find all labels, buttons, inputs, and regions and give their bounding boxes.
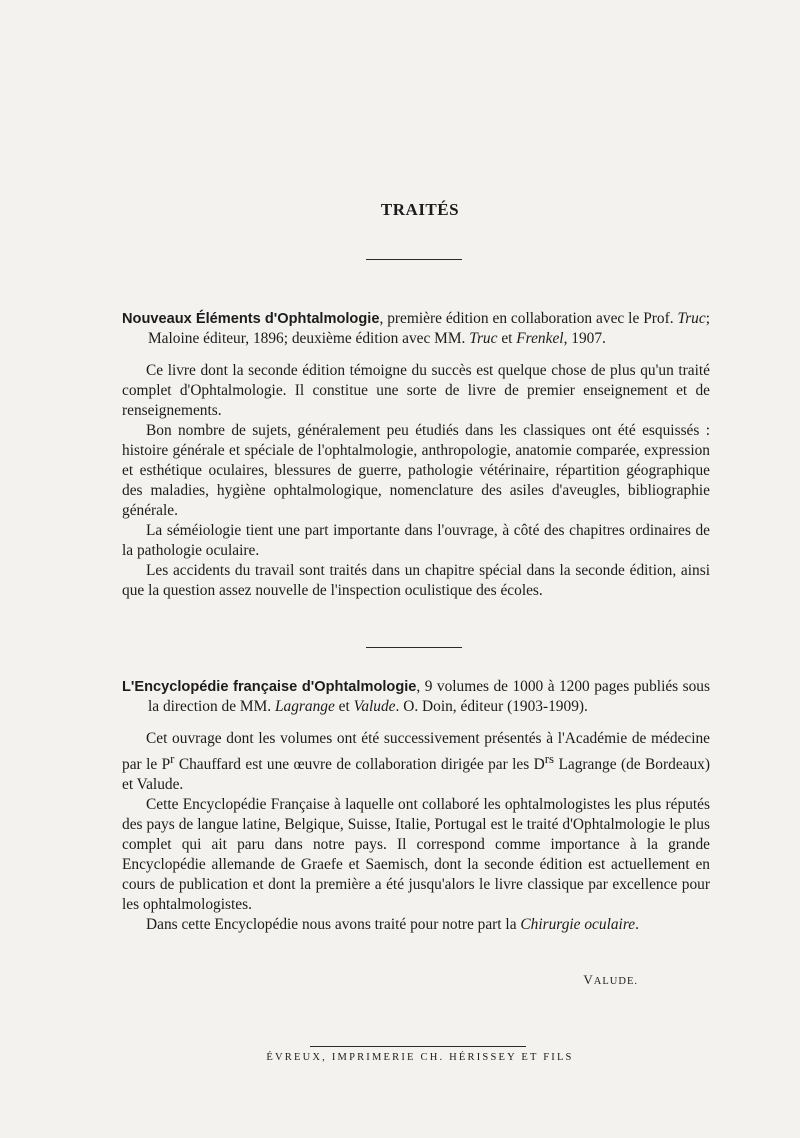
section-heading: Nouveaux Éléments d'Ophtalmologie, première édition en collaboration avec le Prof. Truc; Maloine éditeur, 1896; deuxième édition avec MM. Truc et Frenkel, 1907.	[122, 310, 710, 347]
section-encyclopedie	[122, 677, 710, 935]
book-title: Nouveaux Éléments d'Ophtalmologie	[122, 311, 380, 327]
paragraph: Cette Encyclopédie Française à laquelle ont collaboré les ophtalmologistes les plus réputés des pays de langue latine, Belgique, Suisse, Italie, Portugal est le traité d'Ophtalmologie le plus complet qui ait paru dans notre pays. Il correspond comme importance à la grande Encyclopédie allemande de Graefe et Saemisch, dont la seconde édition est actuellement en cours de publication et dont la première a été jusqu'alors le livre classique par excellence pour les ophtalmologistes.	[122, 796, 710, 914]
paragraph: Dans cette Encyclopédie nous avons traité pour notre part la Chirurgie oculaire.	[146, 916, 639, 934]
page-title: TRAITÉS	[380, 200, 460, 219]
section-nouveaux-elements	[122, 309, 710, 601]
paragraph: La séméiologie tient une part importante dans l'ouvrage, à côté des chapitres ordinaires de la pathologie oculaire.	[122, 522, 710, 559]
paragraph: Ce livre dont la seconde édition témoigne du succès est quelque chose de plus qu'un traité complet d'Ophtalmologie. Il constitue une sorte de livre de premier enseignement et de renseignements.	[122, 362, 710, 419]
divider-bottom	[310, 1046, 526, 1047]
paragraph: Bon nombre de sujets, généralement peu étudiés dans les classiques ont été esquissés : histoire générale et spéciale de l'ophtalmologie, anthropologie, anatomie comparée, expression et esthétique oculaires, blessures de guerre, pathologie vétérinaire, répartition géographique des maladies, hygiène ophtalmologique, nomenclature des asiles d'aveugles, bibliographie générale.	[122, 422, 710, 519]
paragraph: Les accidents du travail sont traités dans un chapitre spécial dans la seconde édition, ainsi que la question assez nouvelle de l'inspection oculistique des écoles.	[122, 562, 710, 599]
printer-imprint: ÉVREUX, IMPRIMERIE CH. HÉRISSEY ET FILS	[266, 1052, 574, 1063]
signature: VALUDE.	[583, 972, 638, 987]
section-heading: L'Encyclopédie française d'Ophtalmologie, 9 volumes de 1000 à 1200 pages publiés sous la direction de MM. Lagrange et Valude. O. Doin, éditeur (1903-1909).	[122, 678, 710, 715]
divider-top	[366, 259, 462, 260]
book-title: L'Encyclopédie française d'Ophtalmologie	[122, 679, 417, 695]
divider-middle	[366, 647, 462, 648]
paragraph: Cet ouvrage dont les volumes ont été successivement présentés à l'Académie de médecine par le $P^r$ Chauffard est une œuvre de collaboration dirigée par les $D^{rs}$ Lagrange (de Bordeaux) et Valude.	[122, 730, 711, 794]
